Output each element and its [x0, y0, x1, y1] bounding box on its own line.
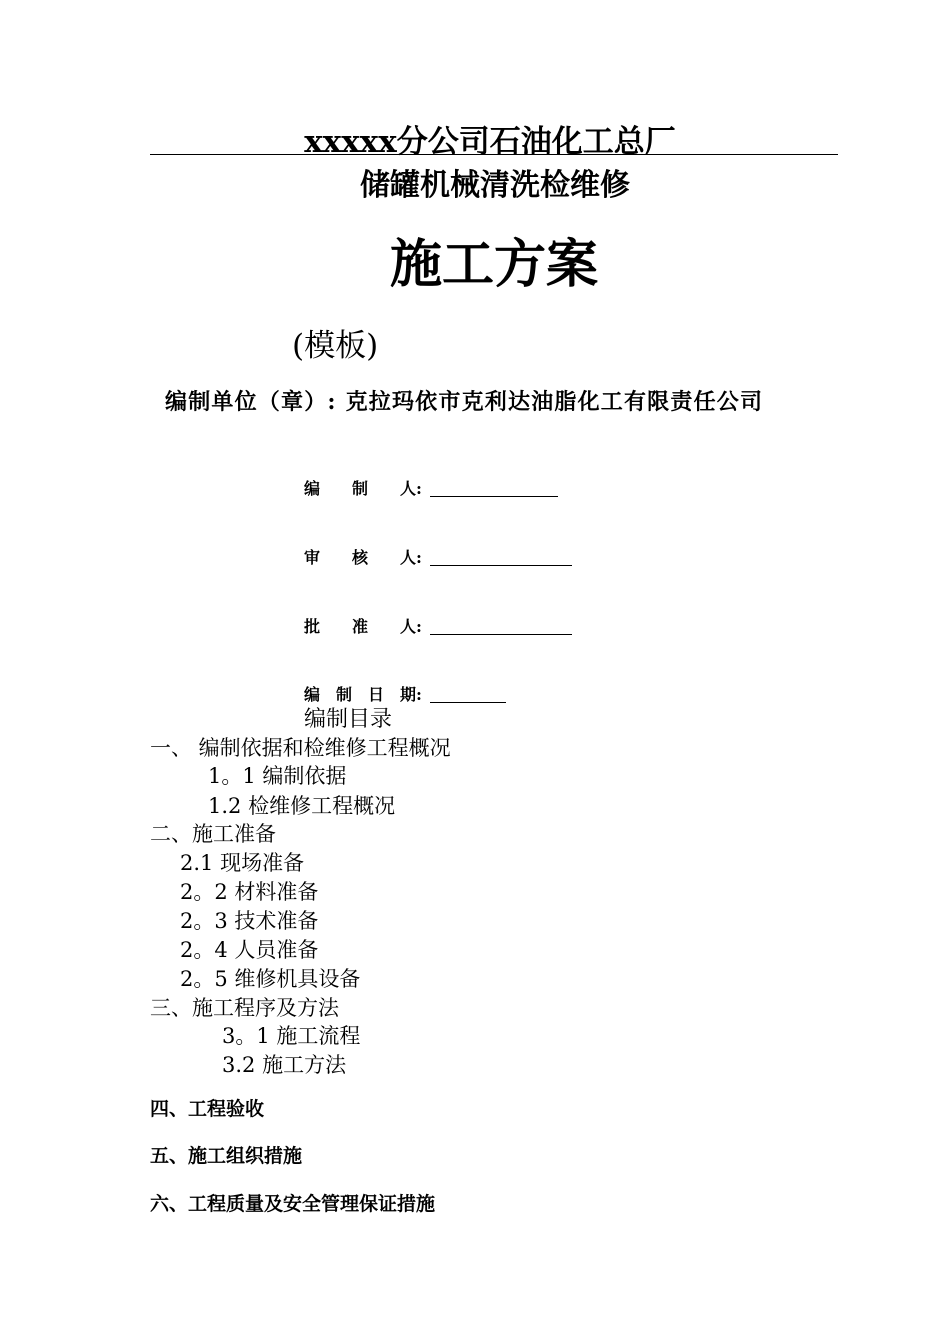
toc-item: 五、施工组织措施 — [150, 1145, 303, 1167]
toc-item: 四、工程验收 — [150, 1098, 265, 1120]
template-subtitle: (模板) — [292, 328, 379, 364]
toc-item: 3.2 施工方法 — [222, 1053, 347, 1077]
title-rule — [150, 154, 838, 155]
toc-item: 一、 编制依据和检维修工程概况 — [150, 736, 451, 760]
main-title: 施工方案 — [389, 234, 598, 295]
toc-item: 2。4 人员准备 — [180, 938, 319, 962]
toc-item: 3。1 施工流程 — [222, 1024, 361, 1048]
toc-item: 六、工程质量及安全管理保证措施 — [150, 1193, 436, 1215]
toc-item: 1。1 编制依据 — [208, 764, 347, 788]
signature-label: 审 核 人: — [304, 548, 422, 567]
signature-reviewer — [304, 545, 572, 568]
project-title: 储罐机械清洗检维修 — [360, 168, 630, 203]
compiling-unit: 编制单位（章）: 克拉玛依市克利达油脂化工有限责任公司 — [165, 389, 764, 415]
company-title: xxxxx分公司石油化工总厂 — [304, 124, 676, 160]
signature-label: 编 制 日 期: — [304, 685, 422, 704]
toc-item: 1.2 检维修工程概况 — [208, 794, 396, 818]
signature-blank — [430, 480, 558, 497]
signature-blank — [430, 686, 506, 703]
toc-item: 2。2 材料准备 — [180, 880, 319, 904]
signature-label: 批 准 人: — [304, 617, 422, 636]
toc-item: 2.1 现场准备 — [180, 851, 305, 875]
signature-approver — [304, 614, 572, 637]
toc-item: 三、施工程序及方法 — [150, 996, 339, 1020]
signature-blank — [430, 618, 572, 635]
signature-compiler — [304, 476, 558, 499]
toc-item: 2。3 技术准备 — [180, 909, 319, 933]
toc-title: 编制目录 — [304, 707, 393, 732]
toc-item: 2。5 维修机具设备 — [180, 967, 361, 991]
signature-blank — [430, 549, 572, 566]
toc-item: 二、施工准备 — [150, 822, 276, 846]
signature-label: 编 制 人: — [304, 479, 422, 498]
